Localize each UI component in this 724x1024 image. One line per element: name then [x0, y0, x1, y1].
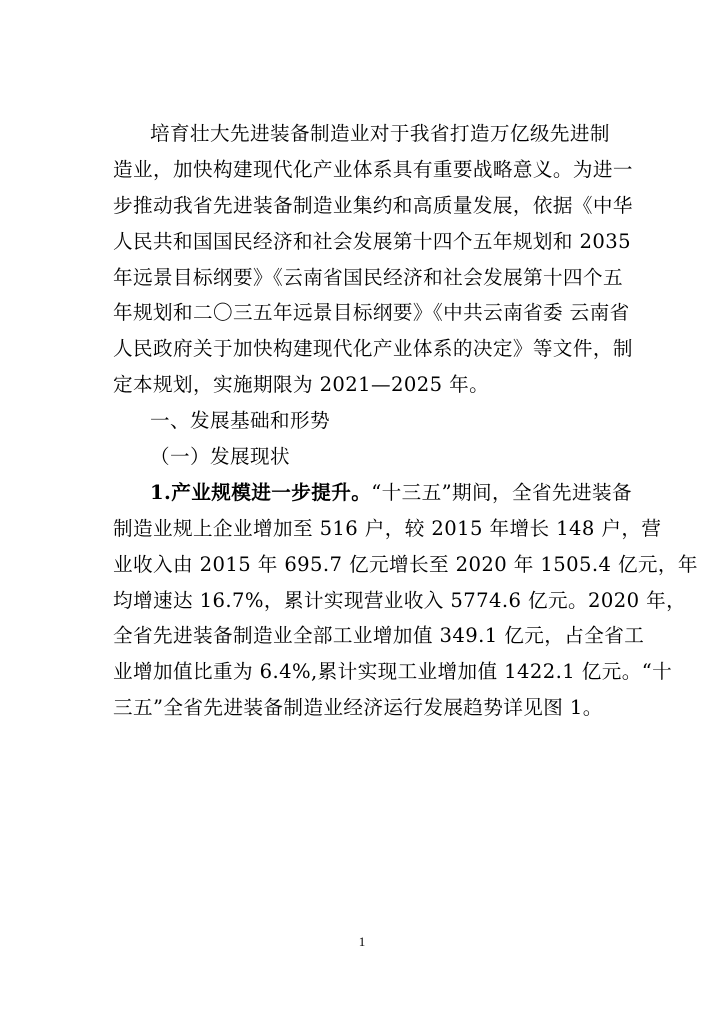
paragraph-line: 定本规划，实施期限为 2021—2025 年。 — [113, 373, 490, 397]
intro-paragraph — [113, 116, 633, 403]
paragraph-line: 年远景目标纲要》《云南省国民经济和社会发展第十四个五 — [113, 265, 624, 289]
paragraph-line: 人民共和国国民经济和社会发展第十四个五年规划和 2035 — [113, 229, 631, 253]
paragraph-line: 业收入由 2015 年 695.7 亿元增长至 2020 年 1505.4 亿元，年 — [113, 552, 698, 576]
paragraph-line: 造业，加快构建现代化产业体系具有重要战略意义。为进一 — [113, 157, 633, 181]
paragraph-line: 均增速达 16.7%，累计实现营业收入 5774.6 亿元。2020 年， — [113, 588, 687, 612]
paragraph-line: 三五”全省先进装备制造业经济运行发展趋势详见图 1。 — [113, 696, 603, 720]
paragraph-line: 步推动我省先进装备制造业集约和高质量发展，依据《中华 — [113, 193, 633, 217]
industry-scale-paragraph — [113, 475, 698, 726]
subsection-heading: （一）发展现状 — [150, 445, 290, 469]
paragraph-line: 业增加值比重为 6.4%,累计实现工业增加值 1422.1 亿元。“十 — [113, 660, 673, 684]
paragraph-line: 年规划和二〇三五年远景目标纲要》《中共云南省委 云南省 — [113, 301, 630, 325]
paragraph-line: 全省先进装备制造业全部工业增加值 349.1 亿元，占全省工 — [113, 624, 645, 648]
paragraph-line: 培育壮大先进装备制造业对于我省打造万亿级先进制 — [150, 122, 610, 145]
paragraph-lead-line — [113, 475, 632, 511]
section-heading: 一、发展基础和形势 — [150, 409, 330, 433]
paragraph-line: 人民政府关于加快构建现代化产业体系的决定》等文件，制 — [113, 337, 633, 361]
document-body — [113, 116, 698, 726]
page-number: 1 — [358, 934, 366, 949]
paragraph-lead-rest: “十三五”期间，全省先进装备 — [371, 480, 632, 504]
paragraph-line: 制造业规上企业增加至 516 户，较 2015 年增长 148 户，营 — [113, 516, 662, 540]
paragraph-lead-bold: 1.产业规模进一步提升。 — [150, 480, 372, 504]
